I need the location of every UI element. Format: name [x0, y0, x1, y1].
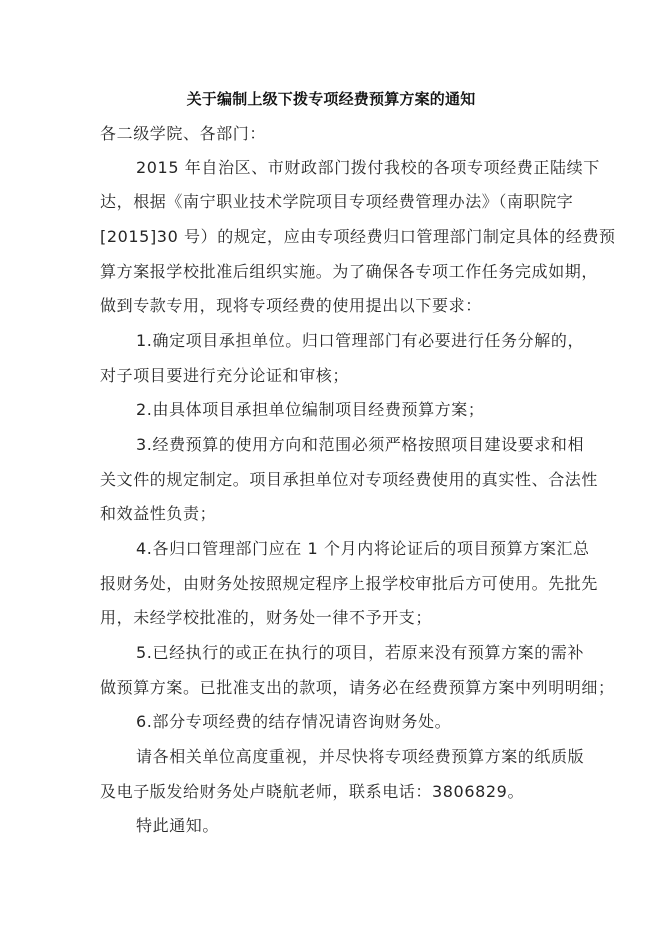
- requirement-item-6: 6.部分专项经费的结存情况请咨询财务处。: [136, 712, 452, 731]
- paragraph-line: 算方案报学校批准后组织实施。为了确保各专项工作任务完成如期，: [100, 262, 599, 281]
- closing-paragraph: 请各相关单位高度重视，并尽快将专项经费预算方案的纸质版: [136, 747, 585, 766]
- document-title: 关于编制上级下拨专项经费预算方案的通知: [186, 90, 476, 108]
- paragraph-line: 做预算方案。已批准支出的款项，请务必在经费预算方案中列明明细；: [100, 678, 615, 697]
- paragraph-line: 及电子版发给财务处卢晓航老师，联系电话：3806829。: [100, 782, 525, 801]
- paragraph-line: 和效益性负责；: [100, 504, 217, 523]
- paragraph-line: 对子项目要进行充分论证和审核；: [100, 366, 350, 385]
- requirement-item-3: 3.经费预算的使用方向和范围必须严格按照项目建设要求和相: [136, 435, 585, 454]
- paragraph-line: 做到专款专用，现将专项经费的使用提出以下要求：: [100, 296, 482, 315]
- requirement-item-5: 5.已经执行的或正在执行的项目，若原来没有预算方案的需补: [136, 643, 585, 662]
- paragraph-line: 达，根据《南宁职业技术学院项目专项经费管理办法》（南职院字: [100, 192, 574, 211]
- requirement-item-2: 2.由具体项目承担单位编制项目经费预算方案；: [136, 400, 485, 419]
- paragraph-line: 关文件的规定制定。项目承担单位对专项经费使用的真实性、合法性: [100, 470, 599, 489]
- paragraph-line: [2015]30 号）的规定，应由专项经费归口管理部门制定具体的经费预: [100, 227, 616, 246]
- salutation: 各二级学院、各部门：: [100, 124, 267, 143]
- paragraph-line: 报财务处，由财务处按照规定程序上报学校审批后方可使用。先批先: [100, 574, 599, 593]
- paragraph-line: 用，未经学校批准的，财务处一律不予开支；: [100, 608, 433, 627]
- sign-off: 特此通知。: [136, 816, 220, 835]
- requirement-item-4: 4.各归口管理部门应在 1 个月内将论证后的项目预算方案汇总: [136, 539, 590, 558]
- paragraph-line: 2015 年自治区、市财政部门拨付我校的各项专项经费正陆续下: [136, 158, 600, 177]
- requirement-item-1: 1.确定项目承担单位。归口管理部门有必要进行任务分解的，: [136, 331, 585, 350]
